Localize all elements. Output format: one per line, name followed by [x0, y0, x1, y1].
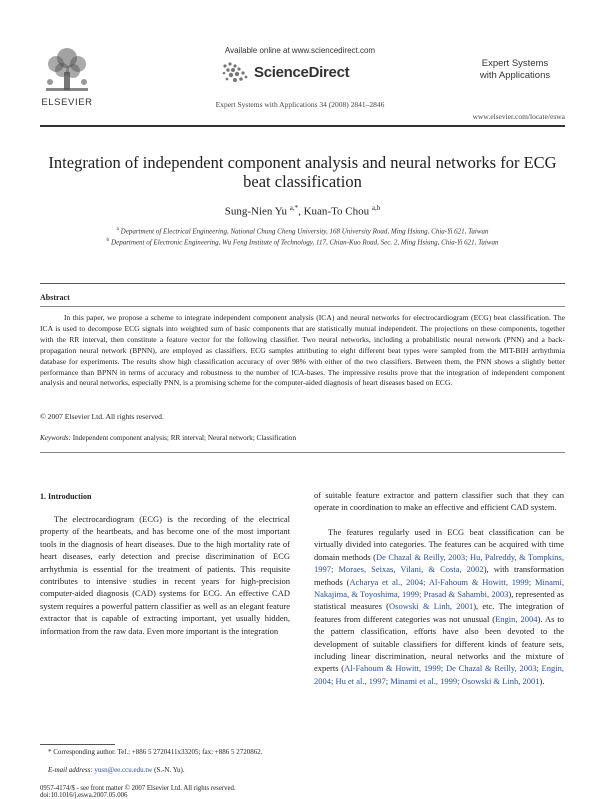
author-name[interactable]: Sung-Nien Yu: [224, 205, 287, 218]
header-divider: [40, 125, 565, 127]
affiliation-b: [40, 237, 565, 246]
sciencedirect-dots-icon: [220, 60, 254, 86]
citation-link[interactable]: Al-Fahoum & Howitt, 1999; De Chazal & Reilly, 2003; Engin, 2004; Hu et al., 1997; Minami et al., 1999; Osowski & Linh, 2001: [314, 663, 564, 686]
front-matter-notice: [40, 785, 236, 799]
keywords-line: [40, 434, 565, 442]
corresponding-author-footnote: * Corresponding author. Tel.: +886 5 2720411x33205; fax: +886 5 2720862.: [48, 748, 263, 756]
journal-name: [470, 58, 560, 82]
citation-link[interactable]: Osowski & Linh, 2001: [389, 601, 474, 612]
abstract-end-divider: [40, 452, 565, 453]
journal-reference: Expert Systems with Applications 34 (2008) 2841–2846: [215, 100, 385, 109]
intro-paragraph-continued: of suitable feature extractor and pattern classifier such that they can operate in coordination to make an effective and efficient CAD system.: [314, 490, 564, 513]
citation-link[interactable]: Engin, 2004: [495, 613, 538, 624]
intro-paragraph-2: [314, 526, 564, 687]
abstract-body: In this paper, we propose a scheme to integrate independent component analysis (ICA) and neural networks for electrocardiogram (ECG) beat classification. The ICA is used to decompose ECG signals into weighted sum of basic components that are statistically mutual independent. The projections on these components, together with the RR interval, then constitute a feature vector for the following classifier. Two neural networks, including a probabilistic neural network (PNN) and a back-propagation neural network (BPNN), are employed as classifiers. ECG samples attributing to eight different beat types were sampled from the MIT-BIH arrhythmia database for experiments. The results show high classification accuracy of over 98% with either of the two classifiers. Between them, the PNN shows a slightly better performance than BPNN in terms of accuracy and robustness to the number of ICA-bases. The impressive results prove that the integration of independent component analysis and neural networks, especially PNN, is a promising scheme for the computer-aided diagnosis of heart diseases based on ECG.: [40, 313, 565, 388]
author-list: [40, 204, 565, 218]
author-affiliation-marks: a,b: [371, 204, 381, 212]
elsevier-tree-logo: [40, 44, 94, 94]
paragraph-text: The features regularly used in ECG beat classification can be virtually divided into categories. The features can be acquired with time domain methods (: [314, 527, 564, 562]
author-name[interactable]: Kuan-To Chou: [303, 205, 370, 218]
paragraph-text: ), with transformation methods (: [314, 564, 564, 587]
citation-link[interactable]: De Chazal & Reilly, 2003; Hu, Palreddy, & Tompkins, 1997; Moraes, Seixas, Vilani, & Costa, 2002: [314, 551, 564, 575]
affiliation-mark: b: [106, 237, 110, 243]
keywords-list: Independent component analysis; RR interval; Neural network; Classification: [72, 434, 297, 442]
author-separator: ,: [298, 205, 304, 218]
available-online-text[interactable]: Available online at www.sciencedirect.com: [224, 46, 376, 55]
section-heading: 1. Introduction: [40, 492, 92, 501]
keywords-label: Keywords:: [40, 434, 71, 442]
email-suffix: (S.-N. Yu).: [152, 766, 185, 774]
citation-link[interactable]: Acharya et al., 2004; Al-Fahoum & Howitt, 1999; Minami, Nakajima, & Toyoshima, 1999; Prasad & Sahambi, 2003: [314, 576, 564, 600]
affiliation-text: Department of Electronic Engineering, Wu Feng Institute of Technology, 117, Chian-Kuo Road, Sec. 2, Ming Hsiung, Chia-Yi 621, Taiwan: [111, 238, 499, 247]
email-link[interactable]: yusn@ee.ccu.edu.tw: [94, 766, 153, 774]
email-footnote: [48, 766, 185, 774]
title-divider: [40, 283, 565, 284]
affiliation-text: Department of Electrical Engineering, National Chung Cheng University, 168 University Road, Ming Hsiung, Chia-Yi 621, Taiwan: [120, 227, 489, 236]
journal-url-link[interactable]: www.elsevier.com/locate/eswa: [472, 112, 565, 121]
front-matter-line: 0957-4174/$ - see front matter © 2007 Elsevier Ltd. All rights reserved.: [40, 785, 236, 792]
publisher-name: ELSEVIER: [41, 97, 93, 108]
email-label: E-mail address:: [48, 766, 93, 774]
abstract-heading: Abstract: [40, 293, 70, 302]
paragraph-text: ), represented as statistical measures (: [314, 589, 564, 612]
paragraph-text: ). As to the pattern classification, efforts have also been devoted to the development of suitable classifiers for different kinds of feature sets, including linear discrimination, neural networks and the mixture of experts (: [314, 613, 564, 674]
paragraph-text: ), etc. The integration of features from different categories was not unusual (: [314, 601, 565, 624]
article-title: Integration of independent component analysis and neural networks for ECG beat classification: [48, 153, 557, 191]
paragraph-text: ).: [539, 675, 545, 686]
journal-name-line1: Expert Systems: [481, 58, 549, 69]
sciencedirect-wordmark: ScienceDirect: [254, 64, 350, 81]
journal-name-line2: with Applications: [479, 70, 551, 81]
affiliation-mark: a: [116, 226, 119, 232]
footnote-divider: [40, 744, 115, 745]
author-affiliation-marks: a,*: [289, 204, 299, 212]
copyright-notice: © 2007 Elsevier Ltd. All rights reserved.: [40, 412, 164, 421]
doi-line[interactable]: doi:10.1016/j.eswa.2007.05.006: [40, 792, 128, 799]
affiliation-a: [40, 226, 565, 235]
intro-paragraph-1: The electrocardiogram (ECG) is the recording of the electrical property of the heartbeats, and has become one of the most important tools in the diagnosis of heart diseases. Due to the high mortality rate of heart diseases, early detection and precise discrimination of ECG arrhythmia is essential for the treatment of patients. This requisite contributes to intensive studies in recent years for high-precision computer-aided diagnosis (CAD) systems for ECG. An effective CAD system requires a powerful pattern classifier as well as an elegant feature extractor that is capable of extracting important, yet usually hidden, information from the raw data. Even more important is the integration: [40, 514, 290, 636]
abstract-divider: [40, 306, 565, 307]
